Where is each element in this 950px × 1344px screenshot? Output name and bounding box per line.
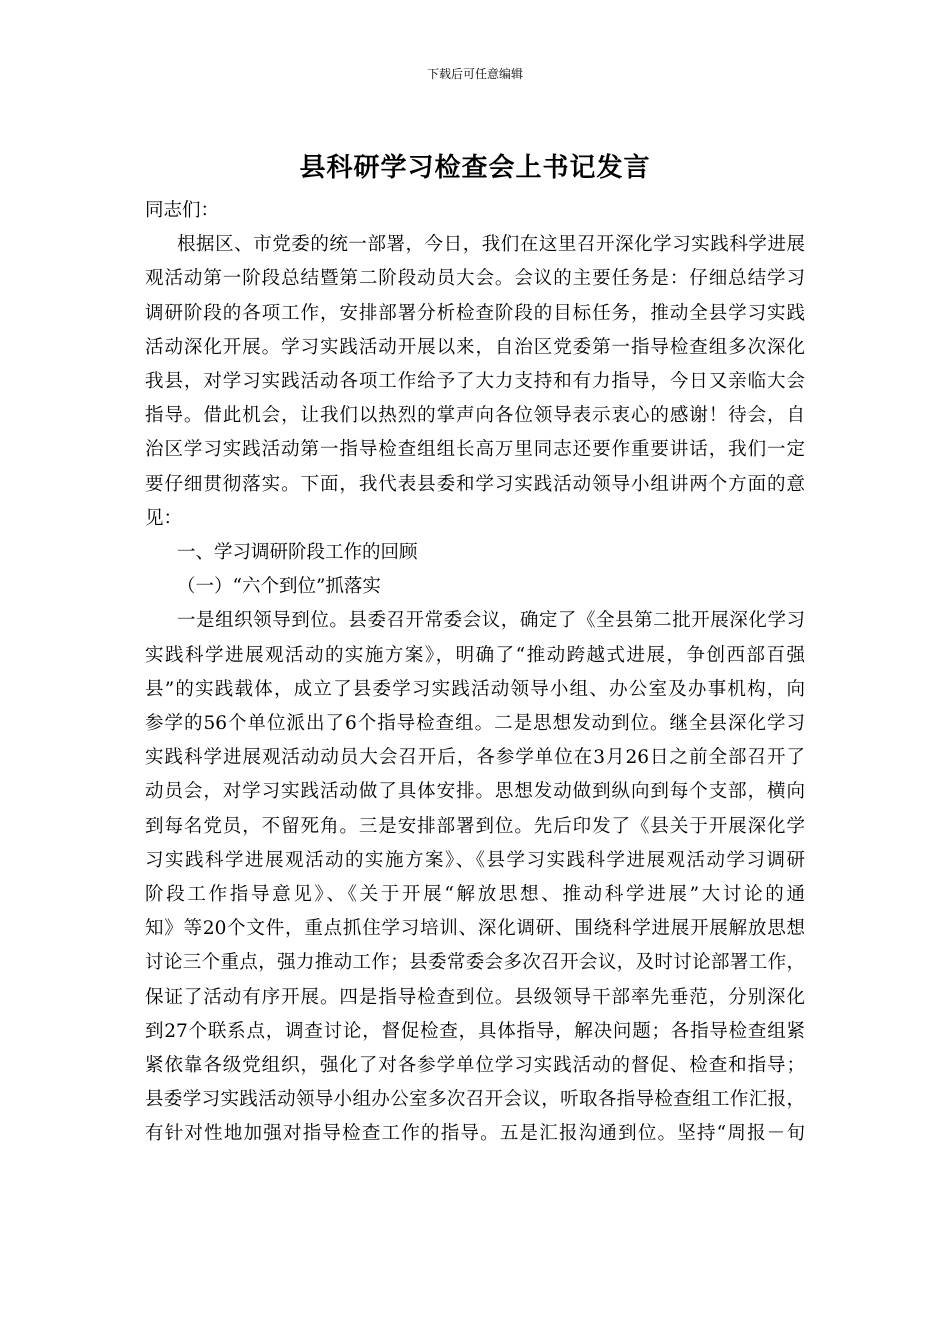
- subsection-heading: （一）“六个到位”抓落实: [177, 576, 381, 598]
- text-line: 参学的56个单位派出了6个指导检查组。二是思想发动到位。继全县深化学习: [145, 713, 805, 735]
- text-line: 保证了活动有序开展。四是指导检查到位。县级领导干部率先垂范，分别深化: [145, 986, 805, 1008]
- text-line: 实践科学进展观活动动员大会召开后，各参学单位在3月26日之前全部召开了: [145, 747, 805, 769]
- text-line: 到27个联系点，调查讨论，督促检查，具体指导，解决问题；各指导检查组紧: [145, 1020, 805, 1042]
- text-line: 知》等20个文件，重点抓住学习培训、深化调研、围绕科学进展开展解放思想: [145, 918, 805, 940]
- text-line: 实践科学进展观活动的实施方案》，明确了“推动跨越式进展，争创西部百强: [145, 644, 805, 666]
- text-line: 习实践科学进展观活动的实施方案》、《县学习实践科学进展观活动学习调研: [145, 849, 805, 871]
- text-line: 一是组织领导到位。县委召开常委会议，确定了《全县第二批开展深化学习: [177, 610, 805, 632]
- paragraph-six-in-place: [145, 604, 805, 1151]
- text-line: 紧依靠各级党组织，强化了对各参学单位学习实践活动的督促、检查和指导；: [145, 1055, 805, 1077]
- text-line: 有针对性地加强对指导检查工作的指导。五是汇报沟通到位。坚持“周报－旬: [145, 1123, 805, 1145]
- text-line: 指导。借此机会，让我们以热烈的掌声向各位领导表示衷心的感谢！待会，自: [145, 405, 805, 427]
- header-note: 下载后可任意编辑: [426, 67, 523, 81]
- text-line: 要仔细贯彻落实。下面，我代表县委和学习实践活动领导小组讲两个方面的意: [145, 473, 805, 495]
- text-line: 动员会，对学习实践活动做了具体安排。思想发动做到纵向到每个支部，横向: [145, 781, 805, 803]
- document-title: 县科研学习检查会上书记发言: [299, 153, 651, 183]
- text-line: 见：: [145, 507, 183, 529]
- text-line: 县委学习实践活动领导小组办公室多次召开会议，听取各指导检查组工作汇报，: [145, 1089, 805, 1111]
- text-line: 活动深化开展。学习实践活动开展以来，自治区党委第一指导检查组多次深化: [145, 336, 805, 358]
- document-body: [145, 194, 805, 1152]
- paragraph-opening: [145, 228, 805, 536]
- text-line: 治区学习实践活动第一指导检查组组长高万里同志还要作重要讲话，我们一定: [145, 439, 805, 461]
- text-line: 县”的实践载体，成立了县委学习实践活动领导小组、办公室及办事机构，向: [145, 678, 805, 700]
- text-line: 讨论三个重点，强力推动工作；县委常委会多次召开会议，及时讨论部署工作，: [145, 952, 805, 974]
- text-line: 到每名党员，不留死角。三是安排部署到位。先后印发了《县关于开展深化学: [145, 815, 805, 837]
- text-line: 观活动第一阶段总结暨第二阶段动员大会。会议的主要任务是：仔细总结学习: [145, 268, 805, 290]
- greeting: 同志们：: [145, 200, 220, 221]
- section-heading: 一、学习调研阶段工作的回顾: [177, 542, 418, 564]
- text-line: 调研阶段的各项工作，安排部署分析检查阶段的目标任务，推动全县学习实践: [145, 302, 805, 324]
- text-line: 我县，对学习实践活动各项工作给予了大力支持和有力指导，今日又亲临大会: [145, 371, 805, 393]
- text-line: 根据区、市党委的统一部署，今日，我们在这里召开深化学习实践科学进展: [177, 234, 805, 256]
- text-line: 阶段工作指导意见》、《关于开展“解放思想、推动科学进展”大讨论的通: [145, 884, 805, 906]
